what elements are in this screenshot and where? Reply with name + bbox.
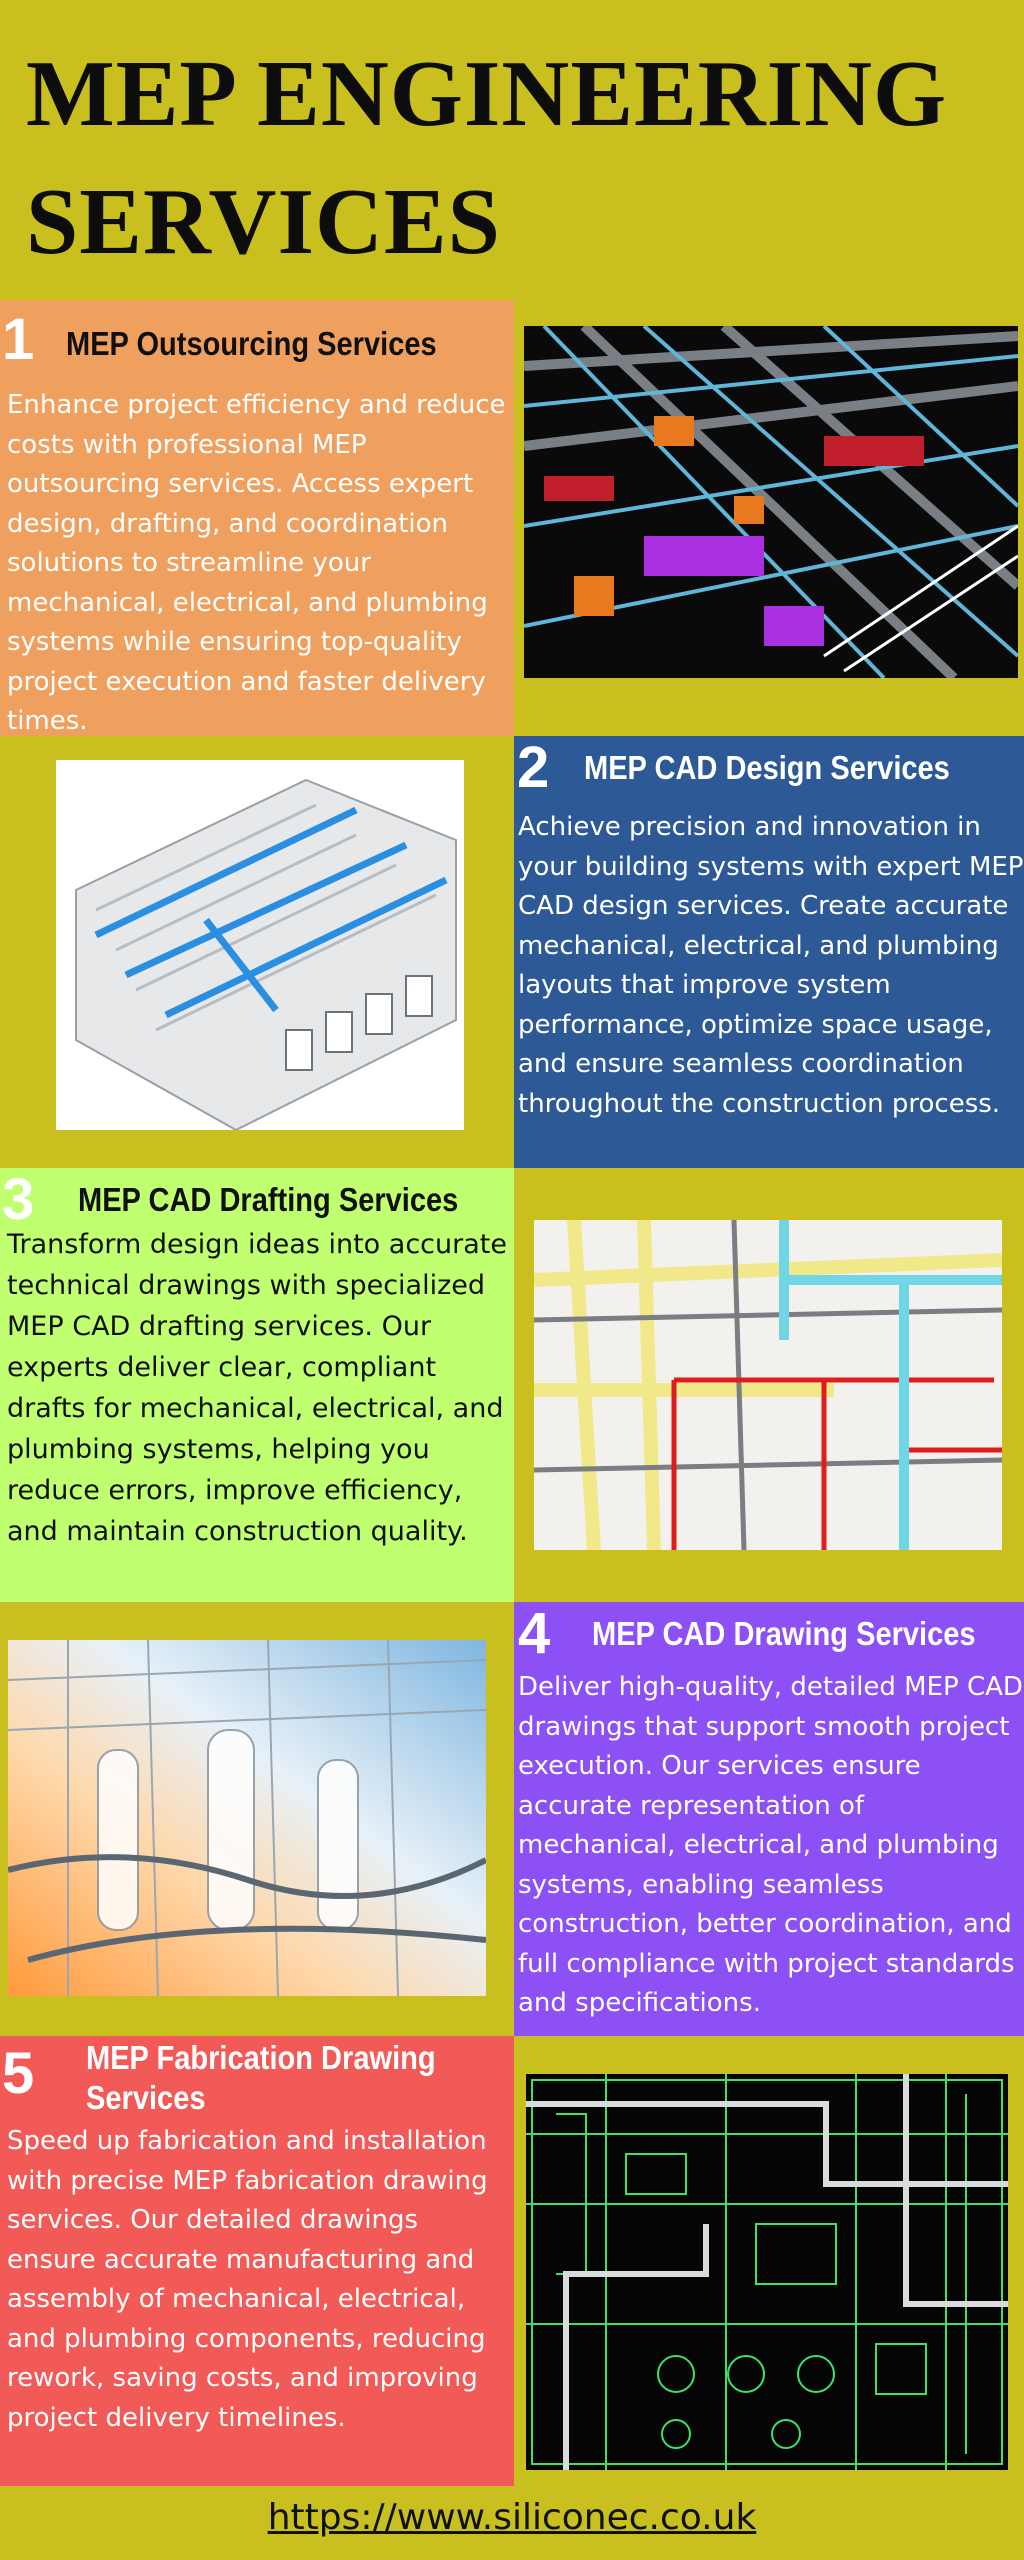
title-line-2: SERVICES: [26, 170, 501, 274]
section-1-panel: [0, 300, 514, 736]
section-2-number: 2: [517, 735, 550, 800]
section-4-text: Deliver high-quality, detailed MEP CAD drawings that support smooth project execution. Our services ensure accurate representation of mechanical, electrical, and plumbing systems, enabling seamless construction, better coordination, and full compliance with project standards and specifications.: [518, 1672, 1023, 2018]
section-5-panel: [0, 2036, 514, 2486]
section-1-number: 1: [2, 307, 35, 372]
section-5-text: Speed up fabrication and installation with precise MEP fabrication drawing services. Our detailed drawings ensure accurate manufacturing and assembly of mechanical, electrical, and plumbing components, reducing rework, saving costs, and improving project delivery timelines.: [7, 2126, 488, 2433]
title-line-1: MEP ENGINEERING: [26, 42, 948, 146]
section-5-heading-line-2: Services: [86, 2079, 206, 2116]
section-4-image: [8, 1640, 486, 1996]
footer-website-link[interactable]: https://www.siliconec.co.uk: [267, 2497, 757, 2538]
section-1-heading: MEP Outsourcing Services: [66, 325, 437, 362]
section-5-heading: [86, 2038, 436, 2118]
section-1-text: Enhance project efficiency and reduce costs with professional MEP outsourcing services. Access expert design, drafting, and coordination solutions to streamline your mechanical, electrical, and plumbing systems while ensuring top-quality project execution and faster delivery times.: [7, 390, 506, 736]
section-1-image: [524, 326, 1018, 678]
page-title: [26, 30, 1006, 286]
section-4-heading: MEP CAD Drawing Services: [592, 1615, 976, 1652]
section-4-number: 4: [518, 1601, 551, 1666]
section-3-number: 3: [2, 1167, 35, 1232]
section-4-panel: [514, 1602, 1024, 2036]
section-2-image: [56, 760, 464, 1130]
section-3-panel: [0, 1168, 514, 1602]
section-3-text: Transform design ideas into accurate technical drawings with specialized MEP CAD drafting services. Our experts deliver clear, compliant drafts for mechanical, electrical, and plumbing systems, helping you reduce errors, improve efficiency, and maintain construction quality.: [7, 1229, 507, 1547]
section-2-heading: MEP CAD Design Services: [584, 749, 950, 786]
section-2-text: Achieve precision and innovation in your building systems with expert MEP CAD design services. Create accurate mechanical, electrical, and plumbing layouts that improve system performance, optimize space usage, and ensure seamless coordination throughout the construction process.: [518, 812, 1024, 1119]
section-5-number: 5: [2, 2041, 35, 2106]
section-3-image: [534, 1220, 1002, 1550]
section-5-image: [526, 2074, 1008, 2470]
section-3-heading: MEP CAD Drafting Services: [78, 1181, 459, 1218]
section-2-panel: [514, 736, 1024, 1168]
section-5-heading-line-1: MEP Fabrication Drawing: [86, 2039, 436, 2076]
